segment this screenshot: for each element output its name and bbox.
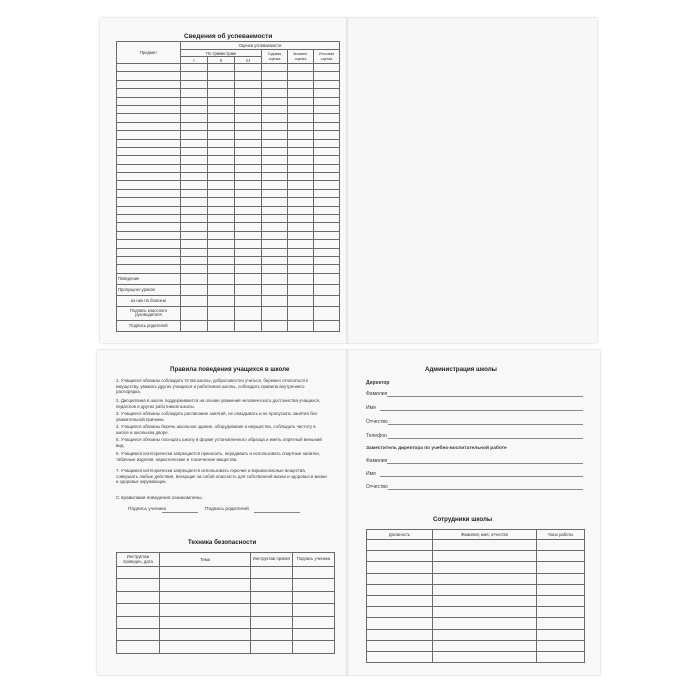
table-row (117, 206, 340, 214)
parent-signature-label: Подпись родителей (205, 507, 249, 512)
staff-header-position: Должность (367, 530, 433, 540)
table-row (117, 181, 340, 189)
table-row (117, 147, 340, 155)
table-row (367, 540, 585, 551)
rule-item: 1. Учащиеся обязаны соблюдать Устав школы, добросовестно учиться, бережно относиться к имуществу, уважать других учащихся и работников школы, соблюдать правила внутреннего распорядка. (116, 378, 309, 395)
table-row (367, 607, 585, 618)
acknowledged-text: С правилами поведения ознакомлены. (116, 496, 203, 501)
director-phone-label: Телефон (366, 433, 387, 439)
deputy-name-line (380, 476, 583, 477)
safety-table (116, 552, 335, 654)
footer-behavior: Поведение (117, 273, 181, 284)
rule-item: 5. Учащиеся обязаны посещать школу в форме установленного образца и иметь опрятный внешний вид. (116, 437, 322, 448)
table-row (367, 573, 585, 584)
table-row (367, 651, 585, 662)
table-row (117, 105, 340, 113)
annual-grade-header: Годовая оценка (262, 50, 288, 64)
trimester-header: По триместрам (181, 50, 262, 57)
admin-title: Администрация школы (425, 366, 497, 373)
table-row (117, 72, 340, 80)
table-row (117, 114, 340, 122)
table-row (117, 131, 340, 139)
table-row (367, 584, 585, 595)
grades-body (117, 64, 340, 274)
staff-header-hours: Часы работы (537, 530, 585, 540)
safety-header-topic: Тема (160, 553, 251, 567)
staff-table (366, 529, 585, 663)
footer-teacher-signature: Подпись классного руководителя (117, 306, 181, 320)
rule-item: 7. Учащимся категорически запрещается использовать горючие и взрывоопасные вещества, совершать любые действия, влекущие за собой опасность для собственной жизни и здоровья и жизни и здоровья окружающих. (116, 468, 327, 485)
director-surname-label: Фамилия (366, 391, 388, 397)
top-spread-gutter (346, 18, 349, 343)
director-name-label: Имя (366, 405, 376, 411)
table-row (117, 223, 340, 231)
table-row (367, 562, 585, 573)
parent-signature-line (254, 512, 300, 513)
footer-missed: Пропущено уроков (117, 284, 181, 295)
student-signature-line (162, 512, 198, 513)
grade-group-header: Оценка успеваемости (181, 42, 340, 50)
trimester-2: II (208, 57, 235, 64)
student-signature-label: Подпись ученика (128, 507, 167, 512)
deputy-surname-line (387, 463, 583, 464)
table-row (117, 173, 340, 181)
table-row (117, 164, 340, 172)
footer-parents-signature: Подпись родителей (117, 320, 181, 331)
director-name-line (380, 410, 583, 411)
table-row (117, 64, 340, 72)
table-row (117, 591, 335, 603)
table-row (117, 579, 335, 591)
table-row (117, 139, 340, 147)
safety-body (117, 567, 335, 654)
table-row (117, 240, 340, 248)
table-row (117, 89, 340, 97)
trimester-1: I (181, 57, 208, 64)
grades-title: Сведения об успеваемости (184, 33, 273, 40)
table-row (117, 265, 340, 273)
director-label: Директор (366, 380, 390, 386)
deputy-patronymic-line (388, 489, 583, 490)
table-row (367, 595, 585, 606)
table-row (117, 628, 335, 640)
grades-table (116, 41, 340, 332)
safety-title: Техника безопасности (188, 539, 257, 546)
table-row (117, 604, 335, 616)
exam-grade-header: Экзамен. оценка (288, 50, 314, 64)
subject-header: Предмет (117, 42, 181, 64)
rules-title: Правила поведения учащихся в школе (170, 366, 290, 373)
final-grade-header: Итоговая оценка (314, 50, 340, 64)
deputy-label: Заместитель директора по учебно-воспитательной работе (366, 446, 507, 451)
staff-body (367, 540, 585, 663)
director-phone-line (388, 438, 583, 439)
staff-title: Сотрудники школы (433, 516, 493, 523)
table-row (117, 215, 340, 223)
safety-header-instructor: Инструктаж провел (251, 553, 293, 567)
table-row (117, 97, 340, 105)
table-row (117, 198, 340, 206)
table-row (117, 156, 340, 164)
safety-header-date: Инструктаж проведен, дата (117, 553, 160, 567)
director-patronymic-line (388, 424, 583, 425)
bottom-spread-gutter (346, 350, 349, 675)
rule-item: 4. Учащиеся обязаны беречь школьное здание, оборудование и имущество, соблюдать чистоту в школе и школьном дворе. (116, 424, 316, 435)
table-row (117, 80, 340, 88)
table-row (367, 551, 585, 562)
footer-illness: из них по болезни (117, 295, 181, 306)
table-row (117, 248, 340, 256)
deputy-patronymic-label: Отчество (366, 484, 388, 490)
table-row (367, 618, 585, 629)
staff-header-fullname: Фамилия, имя, отчество (433, 530, 537, 540)
deputy-surname-label: Фамилия (366, 458, 388, 464)
table-row (117, 231, 340, 239)
director-surname-line (387, 396, 583, 397)
table-row (117, 189, 340, 197)
table-row (117, 256, 340, 264)
table-row (367, 640, 585, 651)
director-patronymic-label: Отчество (366, 419, 388, 425)
safety-header-signature: Подпись ученика (293, 553, 335, 567)
rule-item: 3. Учащиеся обязаны соблюдать расписание занятий, не опаздывать и не пропускать занятия без уважительной причины. (116, 411, 317, 422)
table-row (367, 629, 585, 640)
table-row (117, 567, 335, 579)
table-row (117, 122, 340, 130)
top-right-page (350, 18, 597, 343)
deputy-name-label: Имя (366, 471, 376, 477)
rule-item: 6. Учащимся категорически запрещается приносить, передавать и использовать спиртные напитки, табачные изделия, наркотические и токсические вещества. (116, 451, 320, 462)
table-row (117, 616, 335, 628)
trimester-3: III (235, 57, 262, 64)
table-row (117, 641, 335, 653)
rule-item: 2. Дисциплина в школе поддерживается на основе уважения человеческого достоинства учащихся, педагогов и других работников школы. (116, 398, 321, 409)
